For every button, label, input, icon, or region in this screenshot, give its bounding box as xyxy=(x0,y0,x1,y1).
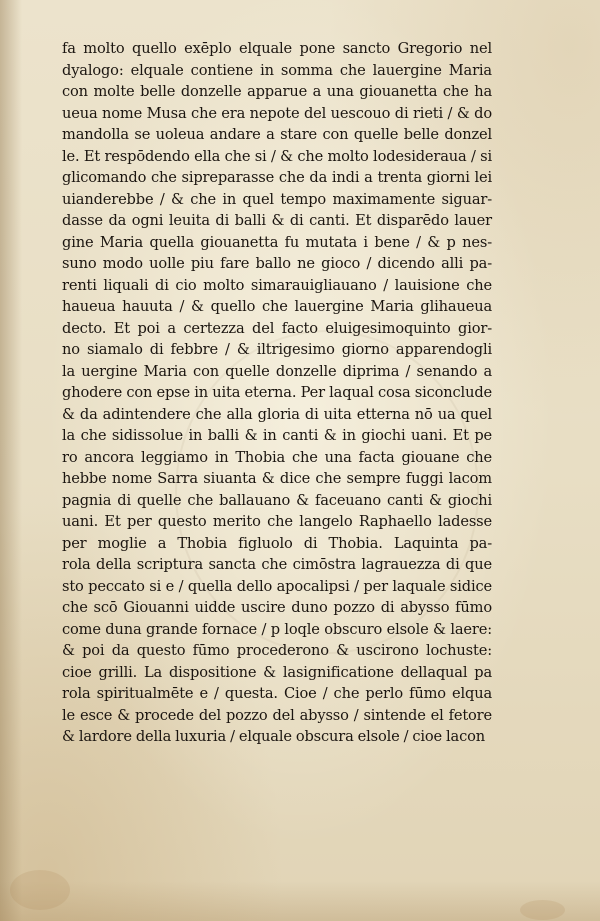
text-line: & da adintendere che alla gloria di uita etterna nō ua quel xyxy=(62,405,492,423)
text-line: uianderebbe / & che in quel tempo maximamente siguar- xyxy=(62,190,492,208)
text-line: glicomando che sipreparasse che da indi a trenta giorni lei xyxy=(62,169,492,186)
text-line: decto. Et poi a certezza del facto eluigesimoquinto gior- xyxy=(62,319,492,337)
text-line: dyalogo: elquale contiene in somma che lauergine Maria xyxy=(62,61,492,79)
text-line: no siamalo di febbre / & iltrigesimo giorno apparendogli xyxy=(62,341,492,358)
text-line: le. Et respōdendo ella che si / & che molto lodesideraua / si xyxy=(62,147,492,165)
text-line: per moglie a Thobia figluolo di Thobia. Laquinta pa- xyxy=(62,534,492,552)
text-line: rola della scriptura sancta che cimōstra lagrauezza di que xyxy=(62,556,492,573)
text-line: pagnia di quelle che ballauano & faceuano canti & giochi xyxy=(62,491,492,509)
text-line: con molte belle donzelle apparue a una giouanetta che ha xyxy=(62,83,492,100)
text-line: sto peccato si e / quella dello apocalipsi / per laquale sidice xyxy=(62,577,492,595)
text-line: dasse da ogni leuita di balli & di canti. Et disparēdo lauer xyxy=(62,212,492,229)
text-line: haueua hauuta / & quello che lauergine Maria glihaueua xyxy=(62,298,492,315)
text-line: hebbe nome Sarra siuanta & dice che sempre fuggi lacom xyxy=(62,470,492,487)
text-line: la che sidissolue in balli & in canti & in giochi uani. Et pe xyxy=(62,427,492,444)
text-line: uani. Et per questo merito che langelo Raphaello ladesse xyxy=(62,513,492,530)
text-line: suno modo uolle piu fare ballo ne gioco / dicendo alli pa- xyxy=(62,255,492,272)
paper-stain xyxy=(10,870,70,910)
page-left-shadow xyxy=(0,0,22,921)
text-line: gine Maria quella giouanetta fu mutata i bene / & p nes- xyxy=(62,233,492,251)
text-line: le esce & procede del pozzo del abysso / sintende el fetore xyxy=(62,706,492,724)
page-bottom-tint xyxy=(0,881,600,921)
text-line: la uergine Maria con quelle donzelle diprima / senando a xyxy=(62,362,492,380)
text-line: cioe grilli. La dispositione & lasignificatione dellaqual pa xyxy=(62,663,492,681)
text-line: & lardore della luxuria / elquale obscura elsole / cioe lacon xyxy=(62,728,485,745)
text-block xyxy=(62,38,492,748)
text-line: come duna grande fornace / p loqle obscuro elsole & laere: xyxy=(62,620,492,638)
text-line: & poi da questo fūmo procederono & uscirono lochuste: xyxy=(62,642,492,659)
text-line: fa molto quello exēplo elquale pone sancto Gregorio nel xyxy=(62,40,492,57)
text-line: mandolla se uoleua andare a stare con quelle belle donzel xyxy=(62,126,492,143)
text-line: rola spiritualmēte e / questa. Cioe / che perlo fūmo elqua xyxy=(62,685,492,702)
text-line: ueua nome Musa che era nepote del uescouo di rieti / & do xyxy=(62,104,492,122)
paper-stain xyxy=(520,900,565,920)
text-line: ro ancora leggiamo in Thobia che una facta giouane che xyxy=(62,448,492,466)
text-line: ghodere con epse in uita eterna. Per laqual cosa siconclude xyxy=(62,384,492,401)
text-line: renti liquali di cio molto simarauigliauano / lauisione che xyxy=(62,276,492,294)
text-line: che scō Giouanni uidde uscire duno pozzo di abysso fūmo xyxy=(62,599,492,616)
